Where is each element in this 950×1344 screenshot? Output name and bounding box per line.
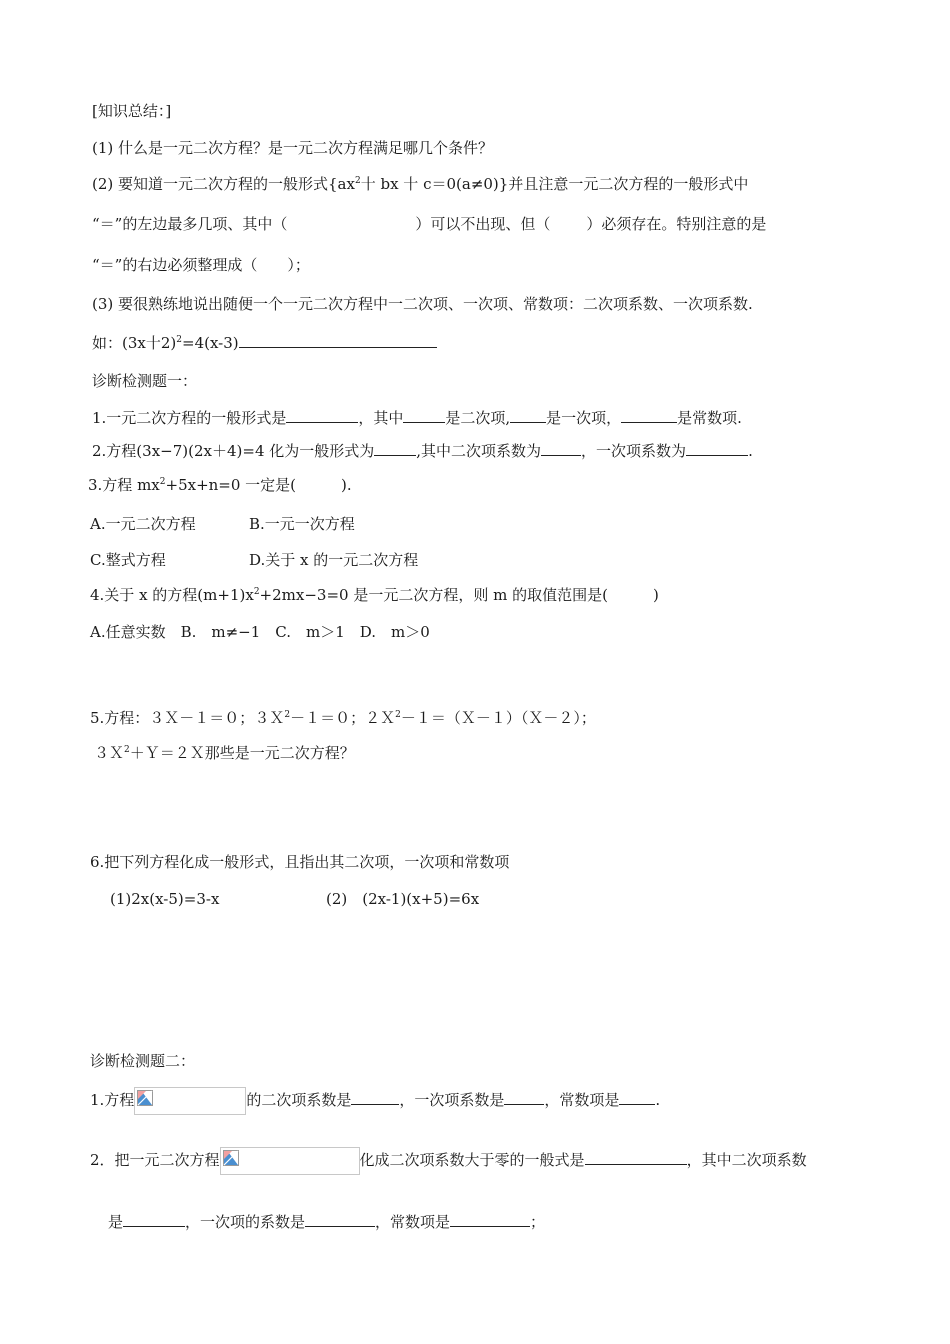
- summary-line-3-text-a: “＝”的左边最多几项、其中（: [92, 215, 288, 233]
- question-text: ３Ｘ: [94, 744, 125, 762]
- question-text: 化成二次项系数大于零的一般式是: [359, 1151, 585, 1169]
- question-text: 是一次项，: [546, 409, 622, 427]
- equation-image: [220, 1147, 360, 1175]
- question-text: 1.方程: [90, 1091, 135, 1109]
- question-text: 1.一元二次方程的一般形式是: [92, 409, 287, 427]
- summary-line-3-text-b: ）可以不出现、但（: [415, 215, 551, 233]
- broken-image-icon: [137, 1090, 153, 1106]
- question-text: ，常数项是: [375, 1213, 451, 1231]
- question-text: .: [748, 442, 753, 460]
- question-text: 2．把一元二次方程: [90, 1151, 220, 1169]
- question-text: 2.方程(3x−7)(2x＋4)=4 化为一般形式为: [92, 442, 375, 460]
- summary-heading: [知识总结：]: [92, 102, 172, 120]
- superscript: 2: [159, 477, 166, 487]
- answer-blank[interactable]: [123, 1212, 185, 1227]
- question-text: －１＝０；２Ｘ: [290, 709, 396, 727]
- test1-question-6: 6.把下列方程化成一般形式，且指出其二次项，一次项和常数项: [90, 853, 510, 871]
- summary-point-2-text-a: (2) 要知道一元二次方程的一般形式{ax: [92, 175, 355, 193]
- question-text: ，其中: [358, 409, 404, 427]
- superscript: 2: [253, 587, 260, 597]
- test1-q3-option-b: B.一元一次方程: [249, 515, 355, 533]
- question-text: 是: [108, 1213, 124, 1231]
- superscript: 2: [176, 335, 182, 345]
- broken-image-icon: [223, 1150, 239, 1166]
- question-text: ；: [530, 1213, 546, 1231]
- question-text: 是二次项,: [445, 409, 511, 427]
- question-text: +5x+n=0 一定是( ).: [165, 476, 352, 494]
- test1-question-5: [90, 708, 596, 728]
- superscript: 2: [395, 710, 401, 720]
- superscript: 2: [284, 710, 291, 720]
- superscript: 2: [124, 745, 130, 755]
- summary-example-text-a: 如：(3x十2): [92, 334, 177, 352]
- test1-heading: 诊断检测题一：: [92, 372, 198, 390]
- summary-point-2-text-c: x 十 c＝0(a≠0)}并且注意一元二次方程的一般形式中: [390, 175, 749, 193]
- question-text: ，一次项系数是: [399, 1091, 505, 1109]
- question-text: +2mx−3=0 是一元二次方程，则 m 的取值范围是( ): [259, 586, 659, 604]
- test1-question-4: [90, 585, 659, 605]
- answer-blank[interactable]: [621, 408, 677, 423]
- question-text: －１＝（Ｘ－１）（Ｘ－２）；: [400, 709, 596, 727]
- equation-image: [134, 1087, 246, 1115]
- summary-point-2: [92, 174, 748, 194]
- superscript: 2: [354, 176, 361, 186]
- test1-q3-option-d: D.关于 x 的一元二次方程: [249, 551, 419, 569]
- summary-line-3-text-c: ）必须存在。特别注意的是: [586, 215, 767, 233]
- question-text: ，其中二次项系数: [686, 1151, 807, 1169]
- question-text: ＋Ｙ＝２Ｘ那些是一元二次方程？: [129, 744, 355, 762]
- test1-q4-options: A.任意实数 B. m≠−1 C. m＞1 D. m＞0: [90, 623, 430, 641]
- test2-heading: 诊断检测题二：: [90, 1052, 196, 1070]
- summary-point-3: (3) 要很熟练地说出随便一个一元二次方程中一二次项、一次项、常数项：二次项系数、一次项系数.: [92, 295, 753, 313]
- test1-question-5-continued: [94, 743, 355, 763]
- question-text: 5.方程：３Ｘ－１＝０；３Ｘ: [90, 709, 285, 727]
- test1-q6-equation-2: (2) (2x-1)(x+5)=6x: [326, 890, 480, 908]
- summary-point-2-continued: [92, 214, 766, 234]
- test2-question-1: [90, 1087, 660, 1115]
- test1-question-2: [92, 441, 753, 461]
- answer-blank[interactable]: [239, 333, 437, 348]
- answer-blank[interactable]: [305, 1212, 375, 1227]
- question-text: 4.关于 x 的方程(m+1)x: [90, 586, 254, 604]
- test2-question-2-continued: [108, 1212, 545, 1232]
- test2-question-2: [90, 1147, 807, 1175]
- answer-blank[interactable]: [541, 441, 581, 456]
- answer-blank[interactable]: [403, 408, 445, 423]
- answer-blank[interactable]: [374, 441, 416, 456]
- summary-point-2-end: “＝”的右边必须整理成（ ）；: [92, 256, 310, 274]
- answer-blank[interactable]: [619, 1090, 655, 1105]
- answer-blank[interactable]: [351, 1090, 399, 1105]
- answer-blank[interactable]: [504, 1090, 544, 1105]
- summary-example-text-b: =4(x-3): [182, 334, 239, 352]
- question-text: .: [655, 1091, 661, 1109]
- answer-blank[interactable]: [585, 1150, 687, 1165]
- test1-q6-equation-1: (1)2x(x-5)=3-x: [110, 890, 220, 908]
- question-text: 的二次项系数是: [246, 1091, 352, 1109]
- answer-blank[interactable]: [286, 408, 358, 423]
- question-text: ，常数项是: [544, 1091, 620, 1109]
- question-text: 3.方程 mx: [88, 476, 160, 494]
- answer-blank[interactable]: [450, 1212, 530, 1227]
- test1-q3-option-c: C.整式方程: [90, 551, 166, 569]
- summary-point-2-text-b: 十 b: [360, 175, 391, 193]
- test1-question-1: [92, 408, 742, 428]
- question-text: 是常数项.: [677, 409, 742, 427]
- summary-example: [92, 333, 437, 353]
- question-text: ,其中二次项系数为: [416, 442, 542, 460]
- question-text: ，一次项的系数是: [185, 1213, 306, 1231]
- answer-blank[interactable]: [686, 441, 748, 456]
- summary-point-1: (1) 什么是一元二次方程？是一元二次方程满足哪几个条件？: [92, 139, 494, 157]
- test1-question-3: [88, 475, 352, 495]
- test1-q3-option-a: A.一元二次方程: [90, 515, 196, 533]
- answer-blank[interactable]: [510, 408, 546, 423]
- question-text: ，一次项系数为: [581, 442, 687, 460]
